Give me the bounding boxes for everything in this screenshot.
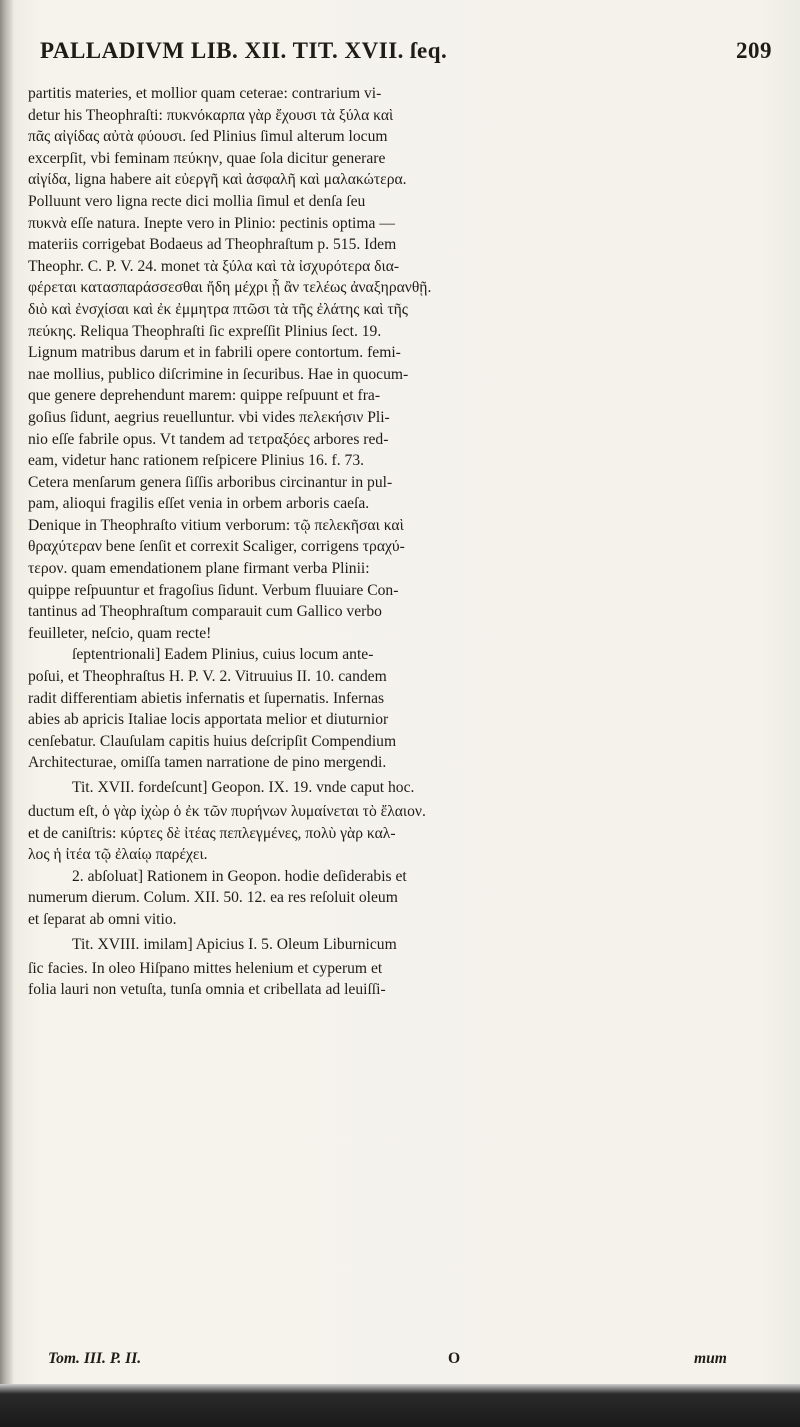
text-line: eam, videtur hanc rationem reſpicere Plinius 16. f. 73. [28, 452, 365, 470]
text-line: nae mollius, publico diſcrimine in ſecuribus. Hae in quocum- [28, 365, 409, 383]
text-line: et ſeparat ab omni vitio. [28, 910, 177, 928]
catchword: mum [694, 1350, 727, 1367]
text-line: Tit. XVIII. imilam] Apicius I. 5. Oleum Liburnicum [72, 935, 397, 953]
text-line: πυκνὰ eſſe natura. Inepte vero in Plinio: pectinis optima — [28, 214, 395, 232]
text-line: πᾶς αἰγίδας αὐτὰ φύουσι. ſed Plinius ſimul alterum locum [28, 128, 388, 146]
running-header [40, 38, 780, 74]
text-line: Architecturae, omiſſa tamen narratione de pino mergendi. [28, 754, 387, 772]
text-line: διὸ καὶ ἐνσχίσαι καὶ ἐκ ἐμμητρα πτῶσι τὰ τῆς ἐλάτης καὶ τῆς [28, 300, 408, 318]
text-line: λος ἡ ἰτέα τῷ ἐλαίῳ παρέχει. [28, 846, 208, 864]
text-line: Lignum matribus darum et in fabrili opere contortum. femi- [28, 344, 401, 362]
running-title: PALLADIVM LIB. XII. TIT. XVII. ſeq. [40, 38, 448, 63]
text-line: θραχύτεραν bene ſenſit et correxit Scaliger, corrigens τραχύ- [28, 538, 405, 556]
text-line: partitis materies, et mollior quam ceterae: contrarium vi- [28, 85, 382, 102]
text-line: πεύκης. Reliqua Theophraſti ſic expreſſit Plinius ſect. 19. [28, 322, 382, 340]
text-line: ductum eſt, ὁ γὰρ ἰχὼρ ὁ ἐκ τῶν πυρήνων λυμαίνεται τὸ ἔλαιον. [28, 803, 426, 820]
scan-bottom-edge [0, 1384, 800, 1427]
text-line: poſui, et Theophraſtus H. P. V. 2. Vitruuius II. 10. candem [28, 668, 387, 686]
text-line: pam, alioqui fragilis eſſet venia in orbem arboris caeſa. [28, 495, 370, 513]
text-line: Polluunt vero ligna recte dici mollia ſimul et denſa ſeu [28, 192, 366, 210]
text-line: feuilleter, neſcio, quam recte! [28, 624, 212, 642]
text-line: Cetera menſarum genera ſiſſis arboribus circinantur in pul- [28, 473, 393, 491]
text-line: quippe reſpuuntur et fragoſius ſidunt. Verbum fluuiare Con- [28, 581, 399, 599]
text-line: Denique in Theophraſto vitium verborum: τῷ πελεκῆσαι καὶ [28, 516, 404, 534]
tome-signature: Tom. III. P. II. [48, 1350, 142, 1367]
text-line: radit differentiam abietis infernatis et ſupernatis. Infernas [28, 689, 385, 707]
signature-mark: O [448, 1350, 461, 1367]
text-line: nio eſſe fabrile opus. Vt tandem ad τετραξόες arbores red- [28, 430, 389, 448]
text-line: et de caniſtris: κύρτες δὲ ἰτέας πεπλεγμένες, πολὺ γὰρ καλ- [28, 824, 396, 842]
page-gutter-shadow [0, 0, 14, 1427]
text-line: 2. abſoluat] Rationem in Geopon. hodie deſiderabis et [72, 867, 407, 885]
body-text [28, 83, 780, 1001]
text-line: Tit. XVII. fordeſcunt] Geopon. IX. 19. vnde caput hoc. [72, 779, 415, 796]
text-line: tantinus ad Theophraſtum comparauit cum Gallico verbo [28, 603, 382, 621]
text-line: ſic facies. In oleo Hiſpano mittes helenium et cyperum et [28, 959, 383, 977]
text-line: materiis corrigebat Bodaeus ad Theophraſtum p. 515. Idem [28, 236, 397, 254]
text-line: αἰγίδα, ligna habere ait εὐεργῆ καὶ ἀσφαλῆ καὶ μαλακώτερα. [28, 171, 407, 189]
text-line: φέρεται κατασπαράσσεσθαι ἤδη μέχρι ᾗ ἂν τελέως ἀναξηρανθῇ. [28, 279, 432, 297]
text-line: abies ab apricis Italiae locis apportata melior et diuturnior [28, 711, 389, 729]
page-number: 209 [736, 38, 772, 63]
text-line: ſeptentrionali] Eadem Plinius, cuius locum ante- [72, 646, 374, 664]
text-line: Theophr. C. P. V. 24. monet τὰ ξύλα καὶ τὰ ἰσχυρότερα δια- [28, 257, 400, 275]
text-line: folia lauri non vetuſta, tunſa omnia et cribellata ad leuiſſi- [28, 981, 386, 999]
signature-line [28, 1350, 780, 1374]
text-line: numerum dierum. Colum. XII. 50. 12. ea res reſoluit oleum [28, 889, 398, 907]
text-line: τερον. quam emendationem plane firmant verba Plinii: [28, 560, 370, 578]
text-line: cenſebatur. Clauſulam capitis huius deſcripſit Compendium [28, 732, 397, 750]
text-line: goſius ſidunt, aegrius reuelluntur. vbi vides πελεκήσιν Pli- [28, 408, 390, 426]
text-line: detur his Theophraſti: πυκνόκαρπα γὰρ ἔχουσι τὰ ξύλα καὶ [28, 106, 394, 124]
text-line: excerpſit, vbi feminam πεύκην, quae ſola dicitur generare [28, 149, 386, 167]
text-line: que genere deprehendunt marem: quippe reſpuunt et fra- [28, 387, 381, 405]
